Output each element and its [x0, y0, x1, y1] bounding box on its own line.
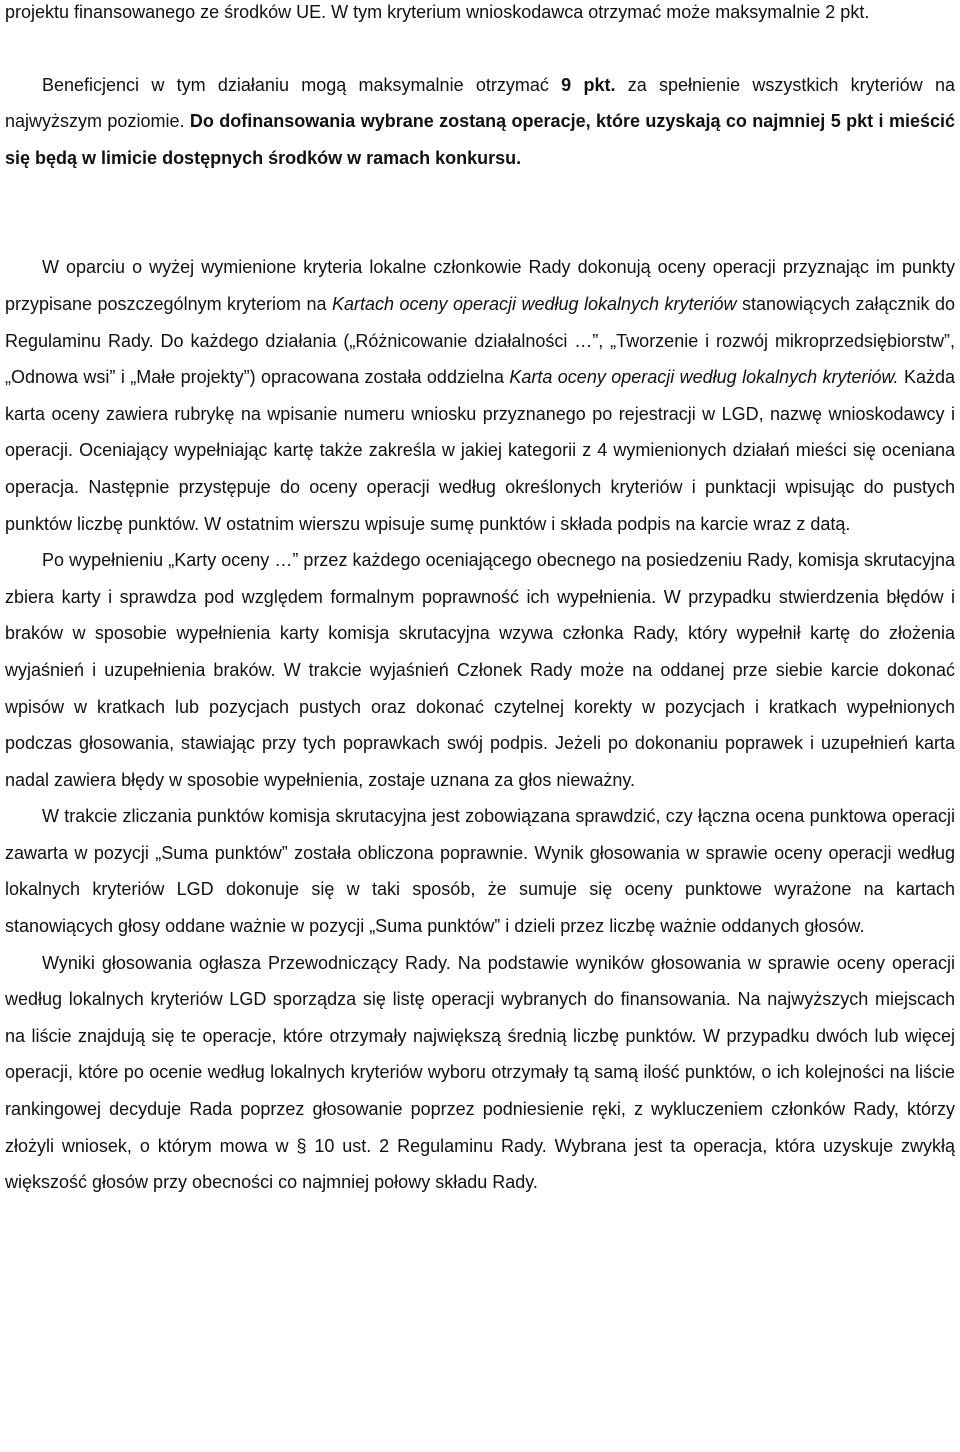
paragraph-beneficiaries [5, 67, 955, 177]
paragraph-continuation: projektu finansowanego ze środków UE. W tym kryterium wnioskodawca otrzymać może maksymalnie 2 pkt. [5, 2, 870, 22]
evaluation-text-cont: stanowiących załącznik do Regulaminu Rady. Do każdego działania („Różnicowanie działalności …”, „Tworzenie i rozwój mikroprzedsiębiorstw”, „Odnowa wsi” i „Małe projekty”) opracowana została oddzielna [5, 293, 955, 388]
beneficiaries-text: Beneficjenci w tym działaniu mogą maksymalnie otrzymać [42, 74, 562, 95]
max-points-value: 9 pkt. [561, 74, 616, 95]
paragraph-evaluation-cards [5, 249, 955, 542]
paragraph-results: Wyniki głosowania ogłasza Przewodniczący Rady. Na podstawie wyników głosowania w sprawie oceny operacji według lokalnych kryteriów LGD sporządza się listę operacji wybranych do finansowania. Na najwyższych miejscach na liście znajdują się te operacje, które otrzymały największą średnią liczbę punktów. W przypadku dwóch lub więcej operacji, które po ocenie według lokalnych kryteriów wyboru otrzymały tą samą ilość punktów, o ich kolejności na liście rankingowej decyduje Rada poprzez głosowanie poprzez podniesienie ręki, z wykluczeniem członków Rady, którzy złożyli wniosek, o którym mowa w § 10 ust. 2 Regulaminu Rady. Wybrana jest ta operacja, która uzyskuje zwykłą większość głosów przy obecności co najmniej połowy składu Rady. [5, 952, 955, 1193]
beneficiaries-text-cont: za spełnienie wszystkich kryteriów na najwyższym poziomie. [5, 74, 955, 132]
funding-threshold-statement: Do dofinansowania wybrane zostaną operacje, które uzyskają co najmniej 5 pkt i mieścić się będą w limicie dostępnych środków w ramach konkursu. [5, 111, 955, 168]
evaluation-text: W oparciu o wyżej wymienione kryteria lokalne członkowie Rady dokonują oceny operacji przyznając im punkty przypisane poszczególnym kryteriom na [5, 257, 955, 314]
paragraph-vote-tally: W trakcie zliczania punktów komisja skrutacyjna jest zobowiązana sprawdzić, czy łączna ocena punktowa operacji zawarta w pozycji „Suma punktów” została obliczona poprawnie. Wynik głosowania w sprawie oceny operacji według lokalnych kryteriów LGD dokonuje się w taki sposób, że sumuje się oceny punktowe wyrażone na kartach stanowiących głosy oddane ważnie w pozycji „Suma punktów” i dzieli przez liczbę ważnie oddanych głosów. [5, 806, 955, 937]
cards-title-italic: Kartach oceny operacji według lokalnych kryteriów [331, 293, 737, 314]
paragraph-counting-committee: Po wypełnieniu „Karty oceny …” przez każdego oceniającego obecnego na posiedzeniu Rady, komisja skrutacyjna zbiera karty i sprawdza pod względem formalnym poprawność ich wypełnienia. W przypadku stwierdzenia błędów i braków w sposobie wypełnienia karty komisja skrutacyjna wzywa członka Rady, który wypełnił kartę do złożenia wyjaśnień i uzupełnienia braków. W trakcie wyjaśnień Członek Rady może na oddanej prze siebie karcie dokonać wpisów w kratkach lub pozycjach pustych oraz dokonać czytelnej korekty w pozycjach i kratkach wypełnionych podczas głosowania, stawiając przy tych poprawkach swój podpis. Jeżeli po dokonaniu poprawek i uzupełnień karta nadal zawiera błędy w sposobie wypełnienia, zostaje uznana za głos nieważny. [5, 550, 955, 790]
evaluation-text-end: Każda karta oceny zawiera rubrykę na wpisanie numeru wniosku przyznanego po rejestracji w LGD, nazwę wnioskodawcy i operacji. Oceniający wypełniając kartę także zakreśla w jakiej kategorii z 4 wymienionych działań mieści się oceniana operacja. Następnie przystępuje do oceny operacji według określonych kryteriów i punktacji wpisując do pustych punktów liczbę punktów. W ostatnim wierszu wpisuje sumę punktów i składa podpis na karcie wraz z datą. [5, 367, 955, 534]
card-title-italic: Karta oceny operacji według lokalnych kryteriów. [509, 367, 899, 388]
